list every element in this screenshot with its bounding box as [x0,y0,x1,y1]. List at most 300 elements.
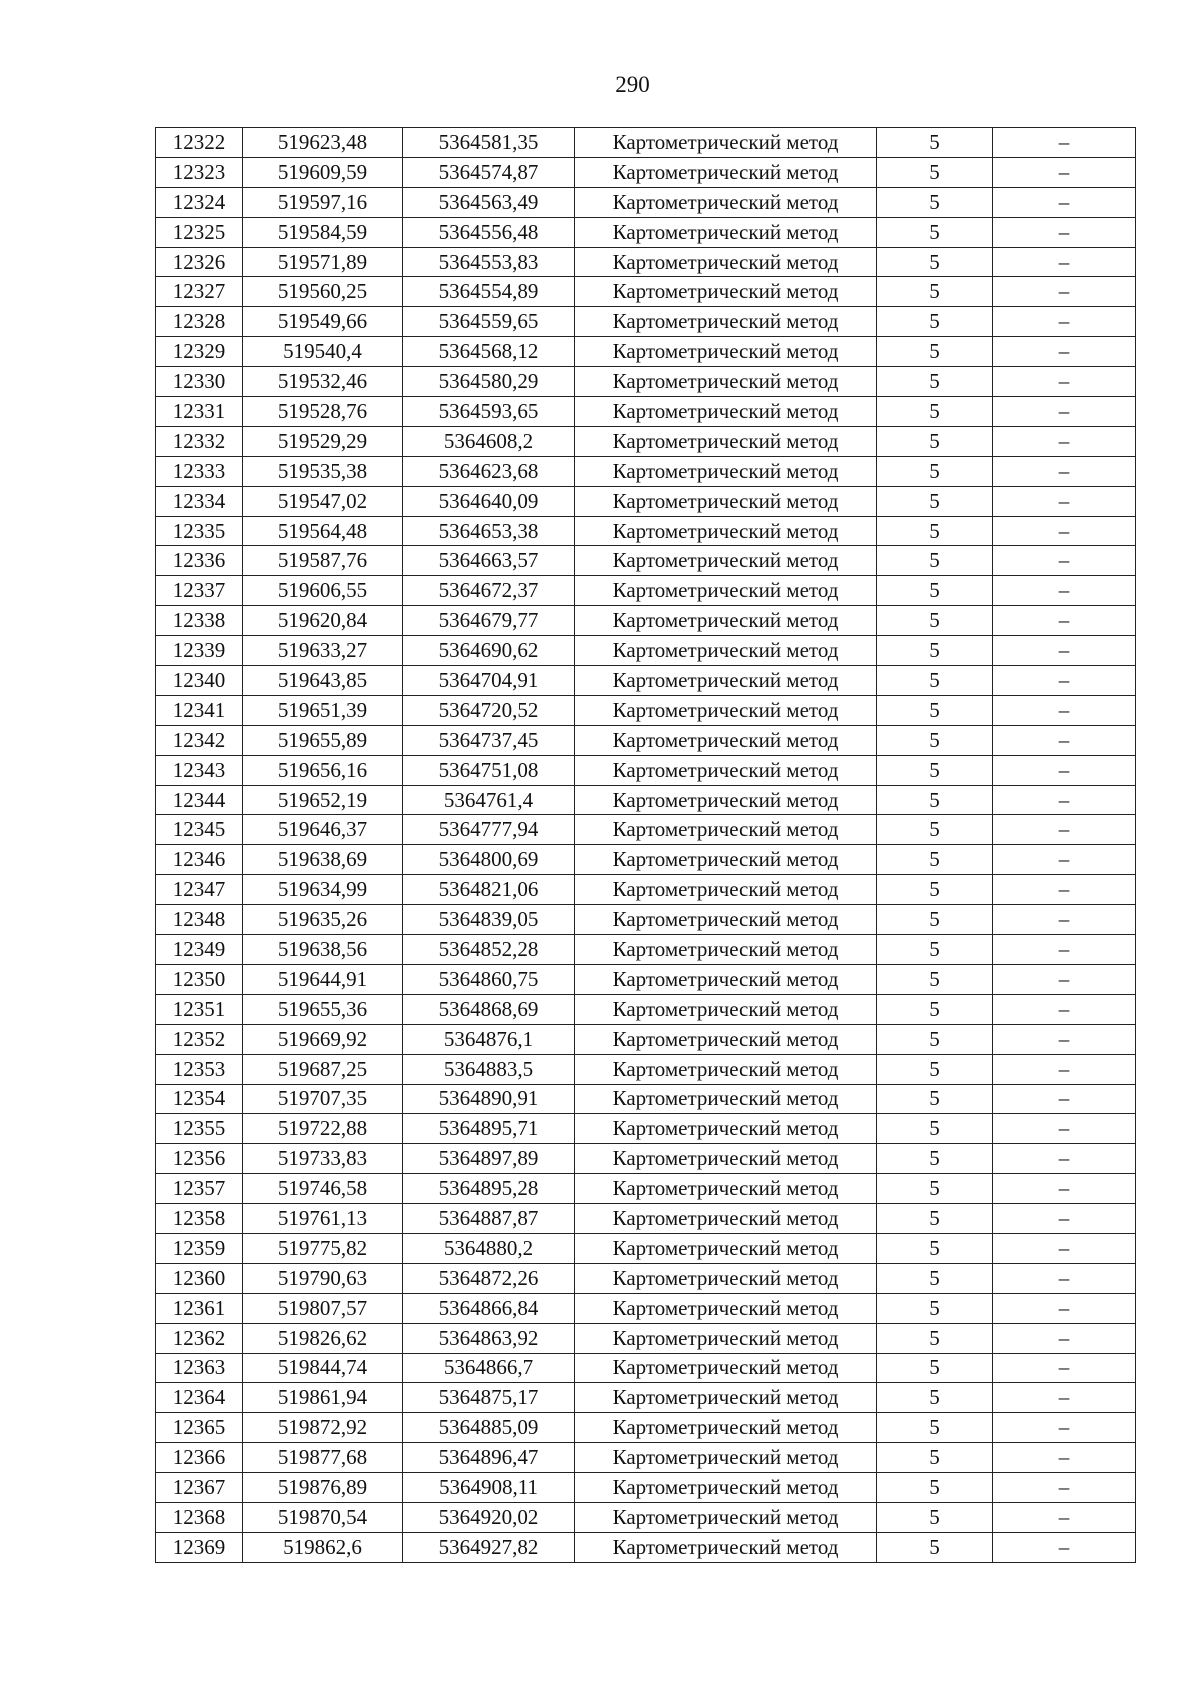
y-coordinate-cell: 5364580,29 [403,367,575,397]
x-coordinate-cell: 519540,4 [243,337,403,367]
y-coordinate-cell: 5364563,49 [403,187,575,217]
point-number-cell: 12337 [156,576,243,606]
description-cell: – [993,1204,1136,1234]
accuracy-cell: 5 [877,1144,993,1174]
method-cell: Картометрический метод [575,1204,877,1234]
description-cell: – [993,1323,1136,1353]
y-coordinate-cell: 5364883,5 [403,1054,575,1084]
method-cell: Картометрический метод [575,1084,877,1114]
point-number-cell: 12323 [156,157,243,187]
point-number-cell: 12354 [156,1084,243,1114]
table-row [156,1293,1136,1323]
table-row [156,755,1136,785]
method-cell: Картометрический метод [575,755,877,785]
x-coordinate-cell: 519587,76 [243,546,403,576]
method-cell: Картометрический метод [575,367,877,397]
accuracy-cell: 5 [877,247,993,277]
y-coordinate-cell: 5364876,1 [403,1024,575,1054]
method-cell: Картометрический метод [575,1383,877,1413]
method-cell: Картометрический метод [575,1502,877,1532]
accuracy-cell: 5 [877,1353,993,1383]
point-number-cell: 12359 [156,1233,243,1263]
method-cell: Картометрический метод [575,1024,877,1054]
point-number-cell: 12368 [156,1502,243,1532]
table-row [156,426,1136,456]
accuracy-cell: 5 [877,397,993,427]
accuracy-cell: 5 [877,1413,993,1443]
x-coordinate-cell: 519606,55 [243,576,403,606]
y-coordinate-cell: 5364608,2 [403,426,575,456]
point-number-cell: 12344 [156,785,243,815]
x-coordinate-cell: 519529,29 [243,426,403,456]
description-cell: – [993,1353,1136,1383]
point-number-cell: 12348 [156,905,243,935]
point-number-cell: 12361 [156,1293,243,1323]
description-cell: – [993,187,1136,217]
method-cell: Картометрический метод [575,1443,877,1473]
description-cell: – [993,815,1136,845]
description-cell: – [993,1144,1136,1174]
point-number-cell: 12326 [156,247,243,277]
table-row [156,1413,1136,1443]
accuracy-cell: 5 [877,157,993,187]
x-coordinate-cell: 519687,25 [243,1054,403,1084]
method-cell: Картометрический метод [575,1114,877,1144]
table-row [156,666,1136,696]
y-coordinate-cell: 5364866,7 [403,1353,575,1383]
accuracy-cell: 5 [877,845,993,875]
point-number-cell: 12357 [156,1174,243,1204]
description-cell: – [993,1413,1136,1443]
table-row [156,845,1136,875]
point-number-cell: 12365 [156,1413,243,1443]
accuracy-cell: 5 [877,187,993,217]
description-cell: – [993,516,1136,546]
y-coordinate-cell: 5364568,12 [403,337,575,367]
y-coordinate-cell: 5364751,08 [403,755,575,785]
point-number-cell: 12338 [156,606,243,636]
accuracy-cell: 5 [877,964,993,994]
x-coordinate-cell: 519826,62 [243,1323,403,1353]
x-coordinate-cell: 519646,37 [243,815,403,845]
table-row [156,1114,1136,1144]
table-row [156,367,1136,397]
method-cell: Картометрический метод [575,666,877,696]
x-coordinate-cell: 519652,19 [243,785,403,815]
table-row [156,1443,1136,1473]
accuracy-cell: 5 [877,307,993,337]
method-cell: Картометрический метод [575,1174,877,1204]
y-coordinate-cell: 5364895,71 [403,1114,575,1144]
y-coordinate-cell: 5364574,87 [403,157,575,187]
y-coordinate-cell: 5364863,92 [403,1323,575,1353]
table-row [156,1233,1136,1263]
point-number-cell: 12330 [156,367,243,397]
x-coordinate-cell: 519549,66 [243,307,403,337]
x-coordinate-cell: 519872,92 [243,1413,403,1443]
point-number-cell: 12366 [156,1443,243,1473]
y-coordinate-cell: 5364875,17 [403,1383,575,1413]
point-number-cell: 12328 [156,307,243,337]
y-coordinate-cell: 5364777,94 [403,815,575,845]
y-coordinate-cell: 5364821,06 [403,875,575,905]
method-cell: Картометрический метод [575,845,877,875]
point-number-cell: 12324 [156,187,243,217]
accuracy-cell: 5 [877,905,993,935]
x-coordinate-cell: 519634,99 [243,875,403,905]
method-cell: Картометрический метод [575,426,877,456]
description-cell: – [993,1383,1136,1413]
point-number-cell: 12349 [156,935,243,965]
method-cell: Картометрический метод [575,815,877,845]
accuracy-cell: 5 [877,1204,993,1234]
table-row [156,1532,1136,1562]
y-coordinate-cell: 5364872,26 [403,1263,575,1293]
method-cell: Картометрический метод [575,905,877,935]
point-number-cell: 12351 [156,994,243,1024]
accuracy-cell: 5 [877,486,993,516]
description-cell: – [993,456,1136,486]
description-cell: – [993,367,1136,397]
y-coordinate-cell: 5364720,52 [403,695,575,725]
table-row [156,994,1136,1024]
method-cell: Картометрический метод [575,486,877,516]
table-row [156,516,1136,546]
accuracy-cell: 5 [877,875,993,905]
description-cell: – [993,1263,1136,1293]
table-row [156,128,1136,158]
method-cell: Картометрический метод [575,247,877,277]
y-coordinate-cell: 5364920,02 [403,1502,575,1532]
description-cell: – [993,247,1136,277]
table-row [156,1383,1136,1413]
description-cell: – [993,905,1136,935]
point-number-cell: 12339 [156,636,243,666]
accuracy-cell: 5 [877,1443,993,1473]
accuracy-cell: 5 [877,666,993,696]
x-coordinate-cell: 519807,57 [243,1293,403,1323]
x-coordinate-cell: 519597,16 [243,187,403,217]
method-cell: Картометрический метод [575,875,877,905]
description-cell: – [993,1114,1136,1144]
y-coordinate-cell: 5364890,91 [403,1084,575,1114]
method-cell: Картометрический метод [575,695,877,725]
accuracy-cell: 5 [877,277,993,307]
accuracy-cell: 5 [877,755,993,785]
accuracy-cell: 5 [877,1084,993,1114]
method-cell: Картометрический метод [575,1532,877,1562]
point-number-cell: 12362 [156,1323,243,1353]
method-cell: Картометрический метод [575,456,877,486]
accuracy-cell: 5 [877,994,993,1024]
table-row [156,486,1136,516]
table-row [156,217,1136,247]
point-number-cell: 12343 [156,755,243,785]
method-cell: Картометрический метод [575,1293,877,1323]
description-cell: – [993,397,1136,427]
x-coordinate-cell: 519722,88 [243,1114,403,1144]
description-cell: – [993,695,1136,725]
y-coordinate-cell: 5364672,37 [403,576,575,606]
point-number-cell: 12332 [156,426,243,456]
description-cell: – [993,1054,1136,1084]
table-row [156,397,1136,427]
description-cell: – [993,636,1136,666]
accuracy-cell: 5 [877,935,993,965]
table-row [156,157,1136,187]
method-cell: Картометрический метод [575,187,877,217]
description-cell: – [993,1502,1136,1532]
point-number-cell: 12363 [156,1353,243,1383]
x-coordinate-cell: 519584,59 [243,217,403,247]
x-coordinate-cell: 519870,54 [243,1502,403,1532]
description-cell: – [993,1084,1136,1114]
y-coordinate-cell: 5364908,11 [403,1473,575,1503]
accuracy-cell: 5 [877,1383,993,1413]
accuracy-cell: 5 [877,785,993,815]
y-coordinate-cell: 5364690,62 [403,636,575,666]
method-cell: Картометрический метод [575,1144,877,1174]
accuracy-cell: 5 [877,1024,993,1054]
x-coordinate-cell: 519656,16 [243,755,403,785]
accuracy-cell: 5 [877,576,993,606]
description-cell: – [993,1443,1136,1473]
y-coordinate-cell: 5364593,65 [403,397,575,427]
method-cell: Картометрический метод [575,397,877,427]
coordinates-table-body [156,128,1136,1563]
table-row [156,815,1136,845]
y-coordinate-cell: 5364556,48 [403,217,575,247]
table-row [156,1054,1136,1084]
method-cell: Картометрический метод [575,785,877,815]
accuracy-cell: 5 [877,337,993,367]
table-row [156,695,1136,725]
point-number-cell: 12356 [156,1144,243,1174]
table-row [156,964,1136,994]
method-cell: Картометрический метод [575,725,877,755]
method-cell: Картометрический метод [575,1263,877,1293]
accuracy-cell: 5 [877,426,993,456]
y-coordinate-cell: 5364866,84 [403,1293,575,1323]
table-row [156,725,1136,755]
y-coordinate-cell: 5364640,09 [403,486,575,516]
description-cell: – [993,576,1136,606]
y-coordinate-cell: 5364896,47 [403,1443,575,1473]
point-number-cell: 12369 [156,1532,243,1562]
method-cell: Картометрический метод [575,1473,877,1503]
accuracy-cell: 5 [877,1532,993,1562]
table-row [156,337,1136,367]
table-row [156,606,1136,636]
accuracy-cell: 5 [877,1174,993,1204]
x-coordinate-cell: 519669,92 [243,1024,403,1054]
description-cell: – [993,546,1136,576]
x-coordinate-cell: 519620,84 [243,606,403,636]
y-coordinate-cell: 5364868,69 [403,994,575,1024]
accuracy-cell: 5 [877,1473,993,1503]
method-cell: Картометрический метод [575,337,877,367]
point-number-cell: 12334 [156,486,243,516]
page-number: 290 [615,72,650,97]
accuracy-cell: 5 [877,1054,993,1084]
y-coordinate-cell: 5364761,4 [403,785,575,815]
description-cell: – [993,606,1136,636]
method-cell: Картометрический метод [575,964,877,994]
x-coordinate-cell: 519643,85 [243,666,403,696]
point-number-cell: 12358 [156,1204,243,1234]
point-number-cell: 12342 [156,725,243,755]
x-coordinate-cell: 519564,48 [243,516,403,546]
x-coordinate-cell: 519560,25 [243,277,403,307]
y-coordinate-cell: 5364559,65 [403,307,575,337]
description-cell: – [993,785,1136,815]
method-cell: Картометрический метод [575,277,877,307]
table-row [156,1174,1136,1204]
x-coordinate-cell: 519651,39 [243,695,403,725]
point-number-cell: 12322 [156,128,243,158]
x-coordinate-cell: 519655,89 [243,725,403,755]
accuracy-cell: 5 [877,1502,993,1532]
method-cell: Картометрический метод [575,576,877,606]
method-cell: Картометрический метод [575,935,877,965]
y-coordinate-cell: 5364581,35 [403,128,575,158]
table-row [156,576,1136,606]
description-cell: – [993,666,1136,696]
description-cell: – [993,157,1136,187]
table-row [156,1084,1136,1114]
point-number-cell: 12346 [156,845,243,875]
description-cell: – [993,994,1136,1024]
y-coordinate-cell: 5364653,38 [403,516,575,546]
y-coordinate-cell: 5364839,05 [403,905,575,935]
method-cell: Картометрический метод [575,606,877,636]
method-cell: Картометрический метод [575,1323,877,1353]
x-coordinate-cell: 519638,56 [243,935,403,965]
method-cell: Картометрический метод [575,1054,877,1084]
x-coordinate-cell: 519644,91 [243,964,403,994]
x-coordinate-cell: 519844,74 [243,1353,403,1383]
y-coordinate-cell: 5364880,2 [403,1233,575,1263]
x-coordinate-cell: 519733,83 [243,1144,403,1174]
point-number-cell: 12353 [156,1054,243,1084]
description-cell: – [993,755,1136,785]
y-coordinate-cell: 5364623,68 [403,456,575,486]
accuracy-cell: 5 [877,456,993,486]
description-cell: – [993,426,1136,456]
point-number-cell: 12331 [156,397,243,427]
x-coordinate-cell: 519877,68 [243,1443,403,1473]
point-number-cell: 12340 [156,666,243,696]
y-coordinate-cell: 5364800,69 [403,845,575,875]
table-row [156,307,1136,337]
x-coordinate-cell: 519623,48 [243,128,403,158]
description-cell: – [993,1233,1136,1263]
accuracy-cell: 5 [877,1263,993,1293]
x-coordinate-cell: 519528,76 [243,397,403,427]
point-number-cell: 12364 [156,1383,243,1413]
table-row [156,905,1136,935]
y-coordinate-cell: 5364887,87 [403,1204,575,1234]
point-number-cell: 12367 [156,1473,243,1503]
x-coordinate-cell: 519707,35 [243,1084,403,1114]
x-coordinate-cell: 519746,58 [243,1174,403,1204]
table-row [156,277,1136,307]
point-number-cell: 12341 [156,695,243,725]
y-coordinate-cell: 5364554,89 [403,277,575,307]
accuracy-cell: 5 [877,725,993,755]
description-cell: – [993,1024,1136,1054]
x-coordinate-cell: 519547,02 [243,486,403,516]
description-cell: – [993,128,1136,158]
table-row [156,1204,1136,1234]
x-coordinate-cell: 519638,69 [243,845,403,875]
table-row [156,456,1136,486]
method-cell: Картометрический метод [575,636,877,666]
accuracy-cell: 5 [877,695,993,725]
description-cell: – [993,725,1136,755]
table-row [156,1353,1136,1383]
y-coordinate-cell: 5364895,28 [403,1174,575,1204]
x-coordinate-cell: 519876,89 [243,1473,403,1503]
point-number-cell: 12347 [156,875,243,905]
method-cell: Картометрический метод [575,516,877,546]
point-number-cell: 12355 [156,1114,243,1144]
point-number-cell: 12336 [156,546,243,576]
table-row [156,1024,1136,1054]
y-coordinate-cell: 5364737,45 [403,725,575,755]
table-row [156,785,1136,815]
coordinates-table [155,127,1136,1563]
y-coordinate-cell: 5364553,83 [403,247,575,277]
method-cell: Картометрический метод [575,1233,877,1263]
table-row [156,636,1136,666]
description-cell: – [993,337,1136,367]
accuracy-cell: 5 [877,606,993,636]
table-row [156,1473,1136,1503]
x-coordinate-cell: 519861,94 [243,1383,403,1413]
method-cell: Картометрический метод [575,217,877,247]
accuracy-cell: 5 [877,815,993,845]
accuracy-cell: 5 [877,217,993,247]
table-row [156,1144,1136,1174]
point-number-cell: 12325 [156,217,243,247]
accuracy-cell: 5 [877,1114,993,1144]
method-cell: Картометрический метод [575,1413,877,1443]
x-coordinate-cell: 519633,27 [243,636,403,666]
x-coordinate-cell: 519609,59 [243,157,403,187]
x-coordinate-cell: 519775,82 [243,1233,403,1263]
method-cell: Картометрический метод [575,1353,877,1383]
description-cell: – [993,307,1136,337]
x-coordinate-cell: 519535,38 [243,456,403,486]
table-row [156,1502,1136,1532]
method-cell: Картометрический метод [575,994,877,1024]
point-number-cell: 12350 [156,964,243,994]
table-row [156,935,1136,965]
accuracy-cell: 5 [877,367,993,397]
accuracy-cell: 5 [877,1323,993,1353]
y-coordinate-cell: 5364860,75 [403,964,575,994]
x-coordinate-cell: 519862,6 [243,1532,403,1562]
description-cell: – [993,964,1136,994]
description-cell: – [993,935,1136,965]
accuracy-cell: 5 [877,128,993,158]
y-coordinate-cell: 5364663,57 [403,546,575,576]
description-cell: – [993,1473,1136,1503]
point-number-cell: 12335 [156,516,243,546]
x-coordinate-cell: 519761,13 [243,1204,403,1234]
description-cell: – [993,277,1136,307]
